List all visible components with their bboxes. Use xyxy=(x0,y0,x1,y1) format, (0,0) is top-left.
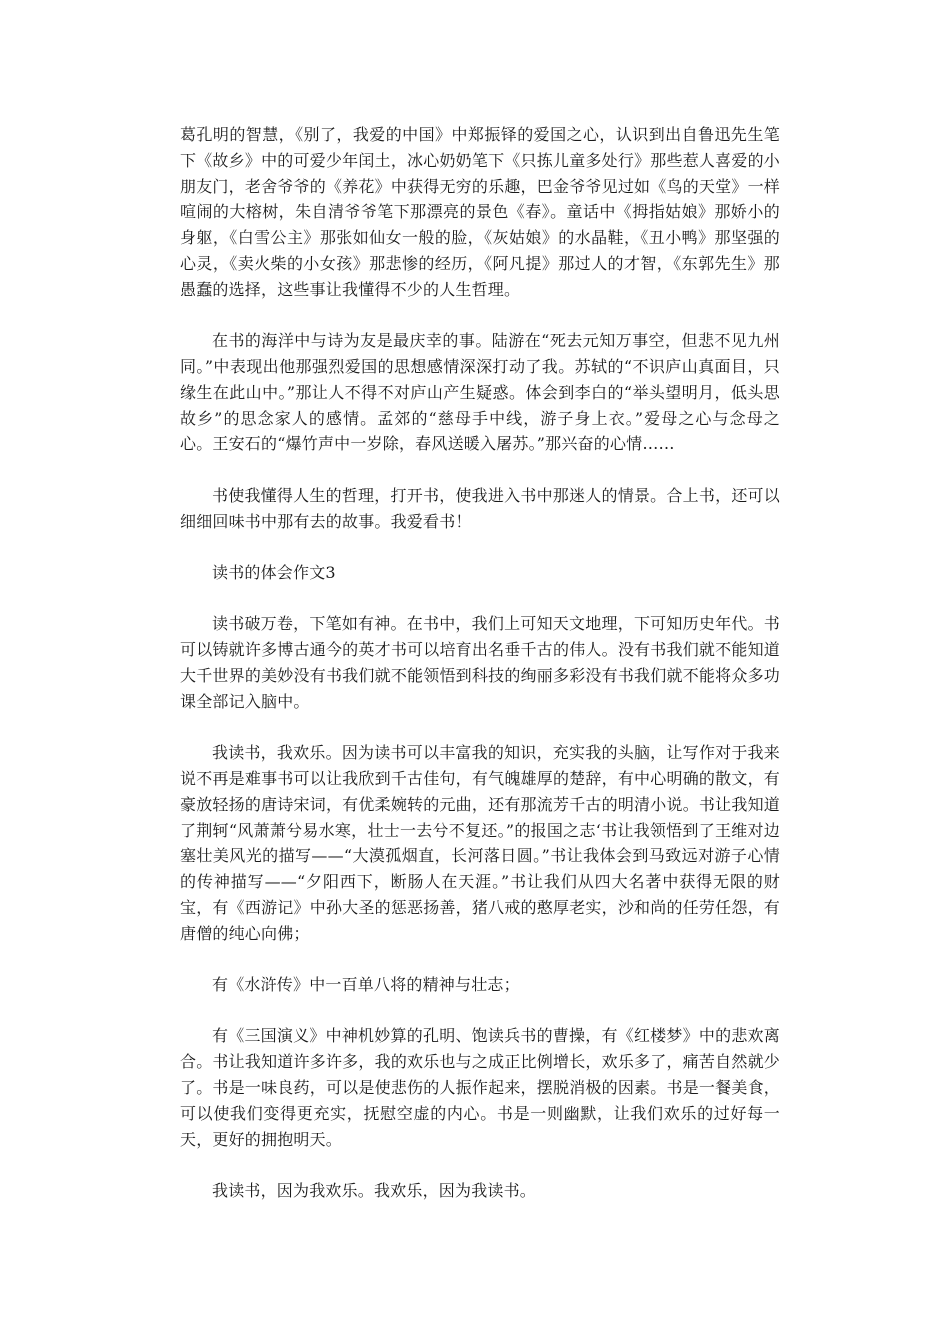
paragraph-2: 在书的海洋中与诗为友是最庆幸的事。陆游在“死去元知万事空，但悲不见九州同。”中表现出他那强烈爱国的思想感情深深打动了我。苏轼的“不识庐山真面目，只缘生在此山中。”那让人不得不对庐山产生疑惑。体会到李白的“举头望明月，低头思故乡”的思念家人的感情。孟郊的“慈母手中线，游子身上衣。”爱母之心与念母之心。王安石的“爆竹声中一岁除，春风送暖入屠苏。”那兴奋的心情…… xyxy=(180,331,780,454)
paragraph-5: 我读书，我欢乐。因为读书可以丰富我的知识，充实我的头脑，让写作对于我来说不再是难事书可以让我欣到千古佳句，有气魄雄厚的楚辞，有中心明确的散文，有豪放轻扬的唐诗宋词，有优柔婉转的元曲，还有那流芳千古的明清小说。书让我知道了荆轲“风萧萧兮易水寒，壮士一去兮不复还。”的报国之志‘书让我领悟到了王维对边塞壮美风光的描写——“大漠孤烟直，长河落日圆。”书让我体会到马致远对游子心情的传神描写——“夕阳西下，断肠人在天涯。”书让我们从四大名著中获得无限的财宝，有《西游记》中孙大圣的惩恶扬善，猪八戒的憨厚老实，沙和尚的任劳任怨，有唐僧的纯心向佛； xyxy=(180,743,780,943)
paragraph-8: 我读书，因为我欢乐。我欢乐，因为我读书。 xyxy=(212,1181,537,1201)
paragraph-4: 读书破万卷，下笔如有神。在书中，我们上可知天文地理，下可知历史年代。书可以铸就许多博古通今的英才书可以培育出名垂千古的伟人。没有书我们就不能知道大千世界的美妙没有书我们就不能领悟到科技的绚丽多彩没有书我们就不能将众多功课全部记入脑中。 xyxy=(180,614,780,711)
paragraph-1: 葛孔明的智慧，《别了，我爱的中国》中郑振铎的爱国之心，认识到出自鲁迅先生笔下《故乡》中的可爱少年闰土，冰心奶奶笔下《只拣儿童多处行》那些惹人喜爱的小朋友门，老舍爷爷的《养花》中获得无穷的乐趣，巴金爷爷见过如《鸟的天堂》一样喧闹的大榕树，朱自清爷爷笔下那漂亮的景色《春》。童话中《拇指姑娘》那娇小的身躯，《白雪公主》那张如仙女一般的脸，《灰姑娘》的水晶鞋，《丑小鸭》那坚强的心灵，《卖火柴的小女孩》那悲惨的经历，《阿凡提》那过人的才智，《东郭先生》那愚蠢的选择，这些事让我懂得不少的人生哲理。 xyxy=(180,125,780,299)
paragraph-6: 有《水浒传》中一百单八将的精神与壮志； xyxy=(212,975,520,995)
paragraph-3: 书使我懂得人生的哲理，打开书，使我进入书中那迷人的情景。合上书，还可以细细回味书中那有去的故事。我爱看书！ xyxy=(180,485,780,531)
paragraph-7: 有《三国演义》中神机妙算的孔明、饱读兵书的曹操，有《红楼梦》中的悲欢离合。书让我知道许多许多，我的欢乐也与之成正比例增长，欢乐多了，痛苦自然就少了。书是一味良药，可以是使悲伤的人振作起来，摆脱消极的因素。书是一餐美食，可以使我们变得更充实，抚慰空虚的内心。书是一则幽默，让我们欢乐的过好每一天，更好的拥抱明天。 xyxy=(180,1026,780,1149)
document-body xyxy=(180,122,780,1229)
section-heading: 读书的体会作文3 xyxy=(212,562,336,582)
